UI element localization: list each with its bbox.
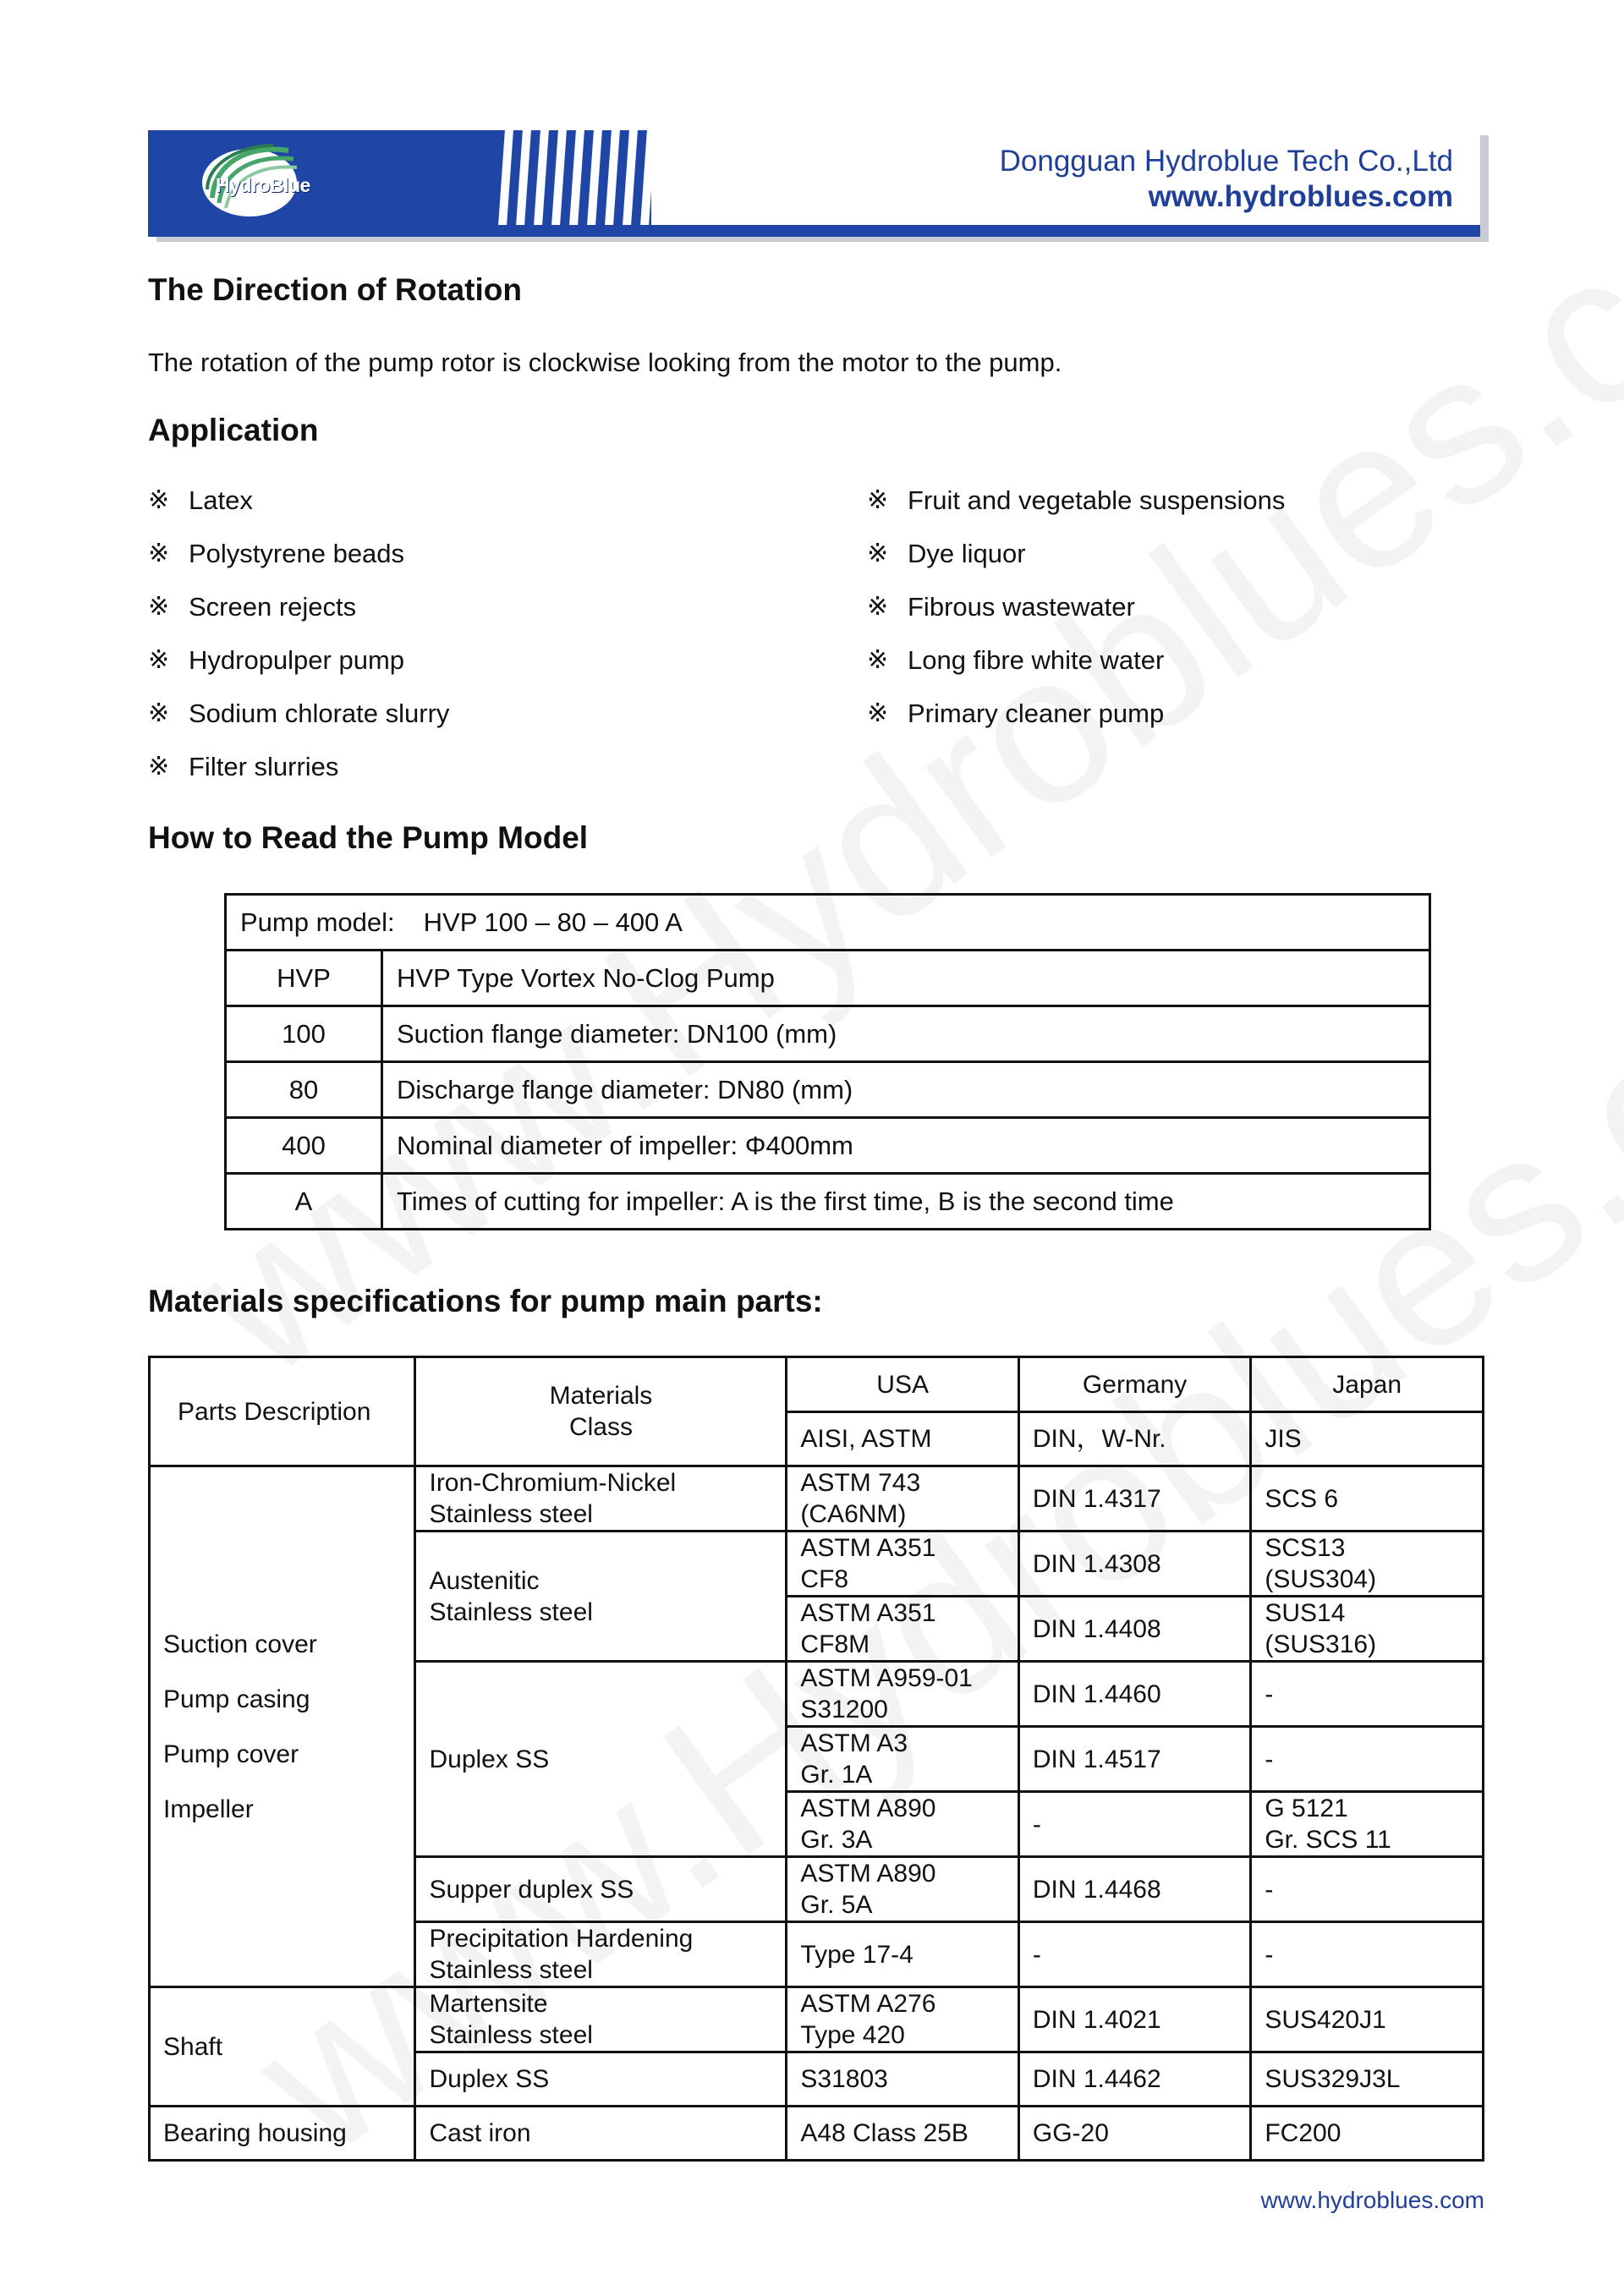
model-code: 400 xyxy=(226,1118,382,1174)
part-impeller: Impeller xyxy=(163,1795,254,1823)
table-row xyxy=(226,1118,1430,1174)
table-row xyxy=(226,1062,1430,1118)
model-code: 80 xyxy=(226,1062,382,1118)
part-pump-casing: Pump casing xyxy=(163,1685,310,1713)
usa-cell: ASTM A890 Gr. 3A xyxy=(787,1792,1018,1857)
japan-cell: - xyxy=(1251,1662,1484,1727)
germany-cell: DIN 1.4462 xyxy=(1018,2052,1250,2107)
usa-cell: ASTM 743 (CA6NM) xyxy=(787,1466,1018,1532)
japan-cell: SUS420J1 xyxy=(1251,1987,1484,2052)
header-japan-std: JIS xyxy=(1251,1412,1484,1466)
table-row xyxy=(226,1174,1430,1230)
usa-cell: ASTM A890 Gr. 5A xyxy=(787,1857,1018,1922)
japan-cell: SCS13 (SUS304) xyxy=(1251,1532,1484,1597)
model-meaning: Discharge flange diameter: DN80 (mm) xyxy=(382,1062,1430,1118)
application-title: Application xyxy=(148,413,319,447)
table-row xyxy=(226,895,1430,951)
reference-mark-icon: ※ xyxy=(867,592,889,622)
japan-cell: SUS329J3L xyxy=(1251,2052,1484,2107)
list-item: ※ Long fibre white water xyxy=(867,644,1165,675)
footer-website[interactable]: www.hydroblues.com xyxy=(1260,2187,1484,2213)
application-list-right xyxy=(867,474,1285,740)
class-cell: Iron-Chromium-Nickel Stainless steel xyxy=(415,1466,787,1532)
reference-mark-icon: ※ xyxy=(148,592,170,622)
header-brand-block xyxy=(148,130,651,225)
reference-mark-icon: ※ xyxy=(148,539,170,568)
class-cell: Duplex SS xyxy=(415,2052,787,2107)
class-cell: Duplex SS xyxy=(415,1662,787,1857)
list-item: ※ Dye liquor xyxy=(867,538,1026,568)
usa-cell: Type 17-4 xyxy=(787,1922,1018,1987)
part-pump-cover: Pump cover xyxy=(163,1740,299,1768)
header-japan: Japan xyxy=(1251,1357,1484,1412)
materials-title: Materials specifications for pump main parts: xyxy=(148,1284,823,1318)
model-code: A xyxy=(226,1174,382,1230)
reference-mark-icon: ※ xyxy=(148,485,170,515)
header-germany: Germany xyxy=(1018,1357,1250,1412)
materials-table xyxy=(148,1356,1484,2162)
header-parts: Parts Description xyxy=(150,1357,415,1466)
japan-cell: SCS 6 xyxy=(1251,1466,1484,1532)
japan-cell: FC200 xyxy=(1251,2107,1484,2161)
application-list-left xyxy=(148,474,449,793)
part-bearing-housing: Bearing housing xyxy=(150,2107,415,2161)
japan-cell: G 5121 Gr. SCS 11 xyxy=(1251,1792,1484,1857)
reference-mark-icon: ※ xyxy=(148,699,170,728)
model-title: How to Read the Pump Model xyxy=(148,820,589,855)
germany-cell: DIN 1.4317 xyxy=(1018,1466,1250,1532)
japan-cell: - xyxy=(1251,1727,1484,1792)
class-cell: Austenitic Stainless steel xyxy=(415,1532,787,1662)
model-meaning: Times of cutting for impeller: A is the first time, B is the second time xyxy=(382,1174,1430,1230)
header-banner xyxy=(148,130,1480,237)
class-cell: Martensite Stainless steel xyxy=(415,1987,787,2052)
company-name: Dongguan Hydroblue Tech Co.,Ltd xyxy=(999,145,1453,178)
usa-cell: ASTM A276 Type 420 xyxy=(787,1987,1018,2052)
model-example-cell xyxy=(226,895,1430,951)
header-usa: USA xyxy=(787,1357,1018,1412)
table-row xyxy=(226,1006,1430,1062)
part-suction-cover: Suction cover xyxy=(163,1630,317,1658)
logo-text: HydroBlue xyxy=(216,174,310,196)
list-item: ※ Latex xyxy=(148,485,253,515)
list-item: ※ Primary cleaner pump xyxy=(867,698,1165,728)
class-cell: Supper duplex SS xyxy=(415,1857,787,1922)
model-table xyxy=(224,893,1431,1230)
header-class: Materials Class xyxy=(415,1357,787,1466)
table-row xyxy=(150,1466,1484,1532)
company-block xyxy=(1000,144,1453,215)
list-item: ※ Screen rejects xyxy=(148,591,357,622)
reference-mark-icon: ※ xyxy=(867,485,889,515)
table-row xyxy=(226,951,1430,1006)
germany-cell: DIN 1.4468 xyxy=(1018,1857,1250,1922)
germany-cell: - xyxy=(1018,1792,1250,1857)
list-item: ※ Hydropulper pump xyxy=(148,644,405,675)
rotation-title: The Direction of Rotation xyxy=(148,272,522,307)
germany-cell: DIN 1.4021 xyxy=(1018,1987,1250,2052)
usa-cell: ASTM A959-01 S31200 xyxy=(787,1662,1018,1727)
japan-cell: - xyxy=(1251,1922,1484,1987)
list-item: ※ Polystyrene beads xyxy=(148,538,405,568)
parts-group-cell xyxy=(150,1466,415,1987)
rotation-text: The rotation of the pump rotor is clockwise looking from the motor to the pump. xyxy=(148,348,1062,377)
usa-cell: ASTM A3 Gr. 1A xyxy=(787,1727,1018,1792)
list-item: ※ Fibrous wastewater xyxy=(867,591,1135,622)
class-cell: Cast iron xyxy=(415,2107,787,2161)
germany-cell: DIN 1.4460 xyxy=(1018,1662,1250,1727)
model-code: 100 xyxy=(226,1006,382,1062)
usa-cell: S31803 xyxy=(787,2052,1018,2107)
list-item: ※ Sodium chlorate slurry xyxy=(148,698,450,728)
table-row xyxy=(150,2107,1484,2161)
japan-cell: SUS14 (SUS316) xyxy=(1251,1597,1484,1662)
model-meaning: Suction flange diameter: DN100 (mm) xyxy=(382,1006,1430,1062)
model-example: HVP 100 – 80 – 400 A xyxy=(423,907,683,937)
class-cell: Precipitation Hardening Stainless steel xyxy=(415,1922,787,1987)
usa-cell: ASTM A351 CF8 xyxy=(787,1532,1018,1597)
part-shaft: Shaft xyxy=(150,1987,415,2107)
usa-cell: ASTM A351 CF8M xyxy=(787,1597,1018,1662)
reference-mark-icon: ※ xyxy=(148,645,170,675)
germany-cell: GG-20 xyxy=(1018,2107,1250,2161)
germany-cell: - xyxy=(1018,1922,1250,1987)
header-usa-std: AISI, ASTM xyxy=(787,1412,1018,1466)
reference-mark-icon: ※ xyxy=(867,699,889,728)
model-meaning: Nominal diameter of impeller: Φ400mm xyxy=(382,1118,1430,1174)
list-item: ※ Fruit and vegetable suspensions xyxy=(867,485,1286,515)
reference-mark-icon: ※ xyxy=(148,752,170,781)
company-website[interactable]: www.hydroblues.com xyxy=(1148,180,1453,213)
model-meaning: HVP Type Vortex No-Clog Pump xyxy=(382,951,1430,1006)
reference-mark-icon: ※ xyxy=(867,645,889,675)
model-label: Pump model: xyxy=(240,907,395,937)
germany-cell: DIN 1.4308 xyxy=(1018,1532,1250,1597)
table-row xyxy=(150,1987,1484,2052)
model-code: HVP xyxy=(226,951,382,1006)
germany-cell: DIN 1.4517 xyxy=(1018,1727,1250,1792)
table-row xyxy=(150,1357,1484,1412)
japan-cell: - xyxy=(1251,1857,1484,1922)
usa-cell: A48 Class 25B xyxy=(787,2107,1018,2161)
germany-cell: DIN 1.4408 xyxy=(1018,1597,1250,1662)
reference-mark-icon: ※ xyxy=(867,539,889,568)
list-item: ※ Filter slurries xyxy=(148,751,339,781)
header-germany-std: DIN，W-Nr. xyxy=(1018,1412,1250,1466)
